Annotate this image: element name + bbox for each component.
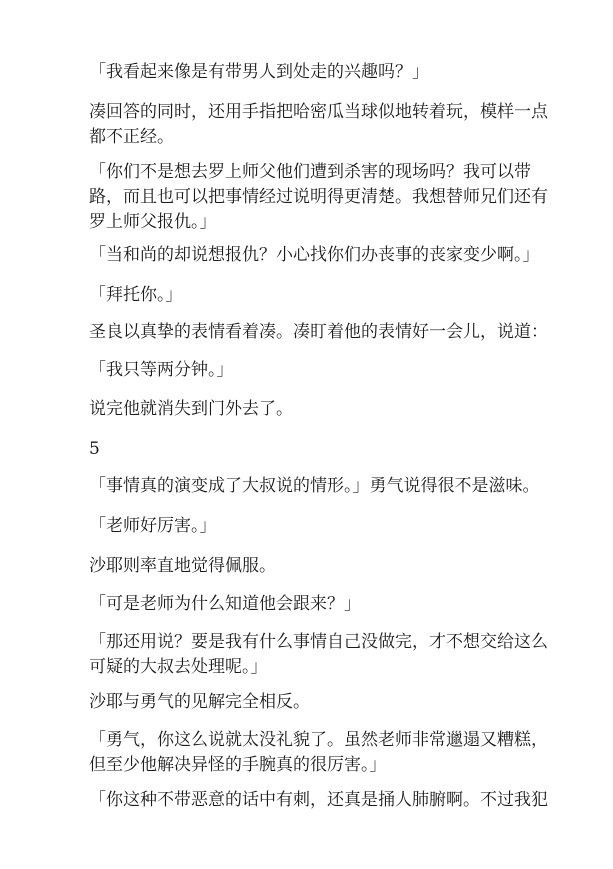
- paragraph: 「你们不是想去罗上师父他们遭到杀害的现场吗？我可以带路，而且也可以把事情经过说明得更清楚。我想替师兄们还有罗上师父报仇。」: [89, 162, 548, 232]
- paragraph: 「我只等两分钟。」: [89, 360, 234, 380]
- paragraph: 沙耶则率直地觉得佩服。: [89, 556, 276, 576]
- paragraph: 「你这种不带恶意的话中有刺，还真是捅人肺腑啊。不过我犯: [89, 790, 548, 810]
- paragraph: 说完他就消失到门外去了。: [89, 399, 293, 419]
- paragraph: 「事情真的演变成了大叔说的情形。」勇气说得很不是滋味。: [89, 476, 540, 496]
- section-number: 5: [89, 439, 100, 459]
- paragraph: 沙耶与勇气的见解完全相反。: [89, 692, 310, 712]
- paragraph: 「那还用说？要是我有什么事情自己没做完，才不想交给这么可疑的大叔去处理呢。」: [89, 632, 548, 677]
- paragraph: 「当和尚的却说想报仇？小心找你们办丧事的丧家变少啊。」: [89, 245, 540, 265]
- paragraph: 「我看起来像是有带男人到处走的兴趣吗？」: [89, 62, 429, 82]
- paragraph: 凑回答的同时，还用手指把哈密瓜当球似地转着玩，模样一点都不正经。: [89, 102, 548, 147]
- paragraph: 「可是老师为什么知道他会跟来？」: [89, 594, 361, 614]
- paragraph: 「老师好厉害。」: [89, 516, 217, 536]
- paragraph: 圣良以真挚的表情看着凑。凑盯着他的表情好一会儿，说道：: [89, 322, 548, 342]
- paragraph: 「勇气，你这么说就太没礼貌了。虽然老师非常邋遢又糟糕，但至少他解决异怪的手腕真的很厉害。」: [89, 730, 548, 775]
- paragraph: 「拜托你。」: [89, 285, 183, 305]
